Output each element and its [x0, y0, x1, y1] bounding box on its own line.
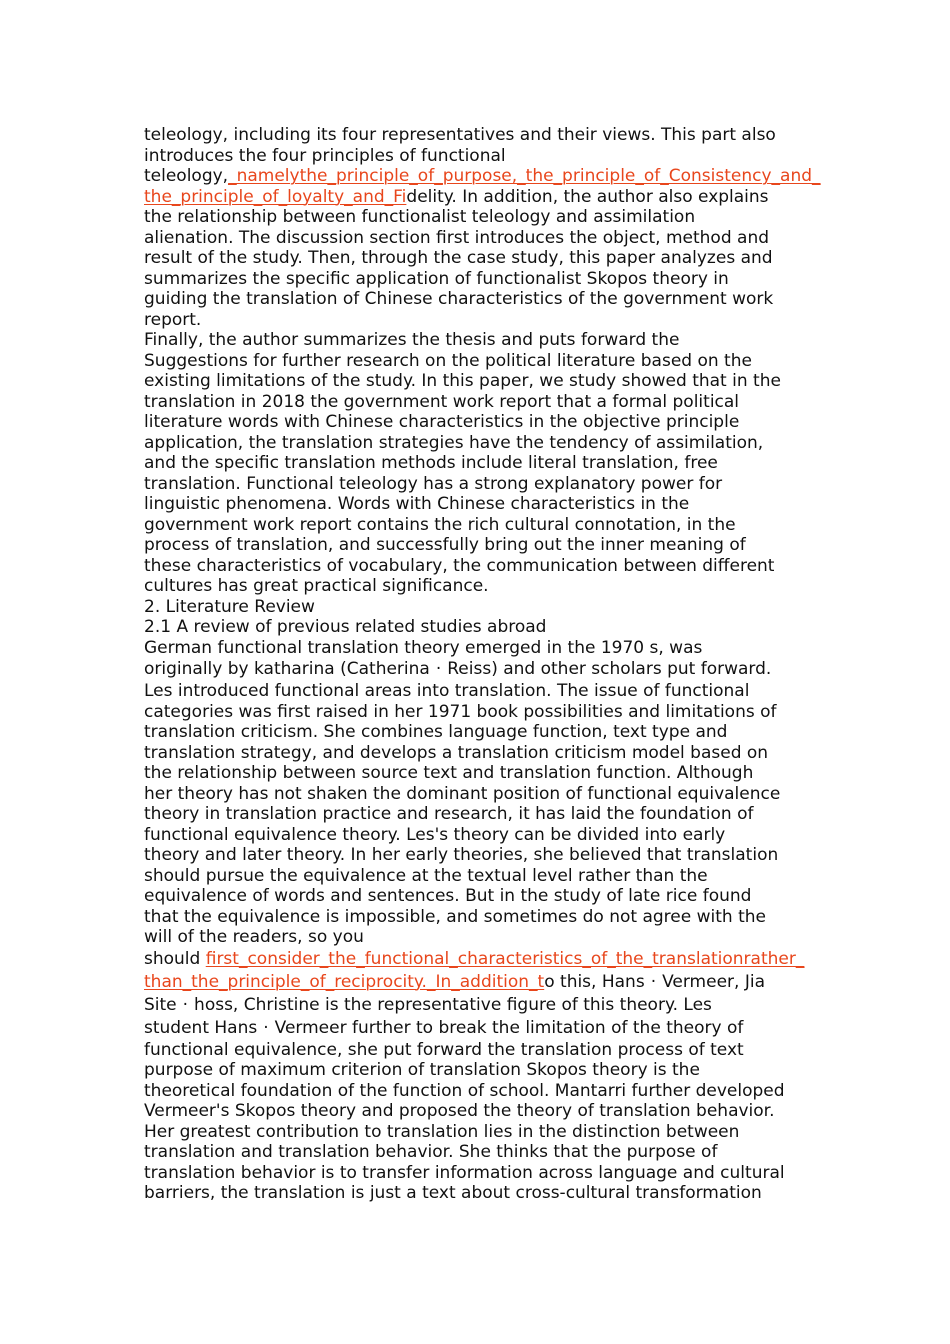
text-line: linguistic phenomena. Words with Chinese characteristics in the	[144, 494, 690, 514]
section-heading: 2. Literature Review	[144, 596, 315, 617]
text-line	[144, 166, 821, 187]
text-line: equivalence of words and sentences. But in the study of late rice found	[144, 886, 752, 906]
text-line: cultures has great practical significance.	[144, 576, 489, 596]
middle-dot: ·	[263, 1017, 269, 1038]
text-segment: hoss, Christine is the representative figure of this theory. Les	[194, 994, 712, 1015]
text-line: theoretical foundation of the function of school. Mantarri further developed	[144, 1080, 785, 1101]
text-line: Suggestions for further research on the political literature based on the	[144, 350, 752, 371]
text-line	[144, 971, 814, 994]
text-line: functional equivalence, she put forward the translation process of text	[144, 1039, 744, 1060]
text-line: the relationship between source text and translation function. Although	[144, 763, 754, 783]
text-line: her theory has not shaken the dominant position of functional equivalence	[144, 783, 781, 804]
middle-dot: ·	[182, 994, 189, 1015]
tracked-change-insertion: the_principle_of_loyalty_and_Fi	[144, 186, 407, 207]
text-line: German functional translation theory emerged in the 1970 s, was	[144, 637, 703, 658]
text-line: functional equivalence theory. Les's theory can be divided into early	[144, 824, 726, 845]
tracked-change-insertion: first_consider_the_functional_characteristics_of_the_translationrather_	[205, 948, 805, 969]
text-line: Les introduced functional areas into translation. The issue of functional	[144, 681, 750, 701]
text-line: result of the study. Then, through the case study, this paper analyzes and	[144, 248, 773, 268]
text-line: report.	[144, 309, 202, 330]
tracked-change-insertion: _namelythe_principle_of_purpose,_the_principle_of_Consistency_and_	[228, 166, 821, 186]
text-line: Her greatest contribution to translation lies in the distinction between	[144, 1121, 740, 1142]
middle-dot: ·	[435, 659, 442, 679]
middle-dot: ·	[650, 971, 657, 992]
text-line: that the equivalence is impossible, and sometimes do not agree with the	[144, 906, 766, 927]
tracked-change-insertion: than_the_principle_of_reciprocity._In_addition_t	[144, 971, 545, 992]
text-line	[144, 187, 814, 208]
text-line: translation behavior is to transfer information across language and cultural	[144, 1162, 785, 1183]
text-line: theory in translation practice and research, it has laid the foundation of	[144, 804, 754, 824]
text-line: existing limitations of the study. In this paper, we study showed that in the	[144, 371, 781, 391]
text-line: literature words with Chinese characteristics in the objective principle	[144, 412, 740, 432]
subsection-heading: 2.1 A review of previous related studies abroad	[144, 617, 547, 637]
text-line: process of translation, and successfully bring out the inner meaning of	[144, 535, 746, 555]
text-line: barriers, the translation is just a text about cross-cultural transformation	[144, 1183, 762, 1203]
text-line	[144, 658, 814, 681]
text-segment: o this, Hans	[544, 971, 645, 992]
text-line: Vermeer's Skopos theory and proposed the theory of translation behavior.	[144, 1101, 775, 1121]
text-line: government work report contains the rich cultural connotation, in the	[144, 514, 736, 535]
text-line: Finally, the author summarizes the thesis and puts forward the	[144, 330, 680, 350]
text-line: translation strategy, and develops a translation criticism model based on	[144, 742, 769, 763]
text-line: summarizes the specific application of functionalist Skopos theory in	[144, 268, 729, 289]
text-line: alienation. The discussion section first introduces the object, method and	[144, 227, 770, 248]
text-line: application, the translation strategies have the tendency of assimilation,	[144, 432, 764, 453]
text-segment: Reiss) and other scholars put forward.	[447, 659, 772, 679]
text-line	[144, 994, 814, 1017]
text-line: introduces the four principles of functional	[144, 145, 506, 166]
text-segment: teleology,	[144, 166, 229, 186]
document-body	[144, 125, 821, 1204]
text-line: translation. Functional teleology has a strong explanatory power for	[144, 473, 723, 494]
text-line: theory and later theory. In her early theories, she believed that translation	[144, 845, 779, 865]
text-segment: student Hans	[144, 1017, 258, 1038]
text-line: translation criticism. She combines language function, text type and	[144, 722, 728, 742]
text-line: teleology, including its four representatives and their views. This part also	[144, 125, 776, 145]
text-line	[144, 1017, 814, 1040]
text-line: translation and translation behavior. She thinks that the purpose of	[144, 1142, 718, 1162]
text-line: will of the readers, so you	[144, 927, 364, 947]
text-line: should pursue the equivalence at the textual level rather than the	[144, 865, 708, 886]
text-line: categories was first raised in her 1971 book possibilities and limitations of	[144, 701, 777, 722]
text-segment: Vermeer further to break the limitation of the theory of	[274, 1017, 744, 1038]
text-segment: originally by katharina (Catherina	[144, 659, 430, 679]
text-line: guiding the translation of Chinese characteristics of the government work	[144, 289, 774, 309]
text-line: the relationship between functionalist teleology and assimilation	[144, 207, 696, 227]
text-line: and the specific translation methods include literal translation, free	[144, 453, 718, 473]
text-segment: Site	[144, 994, 177, 1015]
text-line: these characteristics of vocabulary, the communication between different	[144, 555, 775, 576]
text-segment: should	[144, 948, 206, 969]
text-line: purpose of maximum criterion of translation Skopos theory is the	[144, 1060, 700, 1080]
text-segment: Vermeer, Jia	[662, 971, 765, 992]
text-line	[144, 948, 814, 971]
text-segment: delity. In addition, the author also explains	[406, 186, 769, 207]
text-line: translation in 2018 the government work report that a formal political	[144, 391, 740, 412]
